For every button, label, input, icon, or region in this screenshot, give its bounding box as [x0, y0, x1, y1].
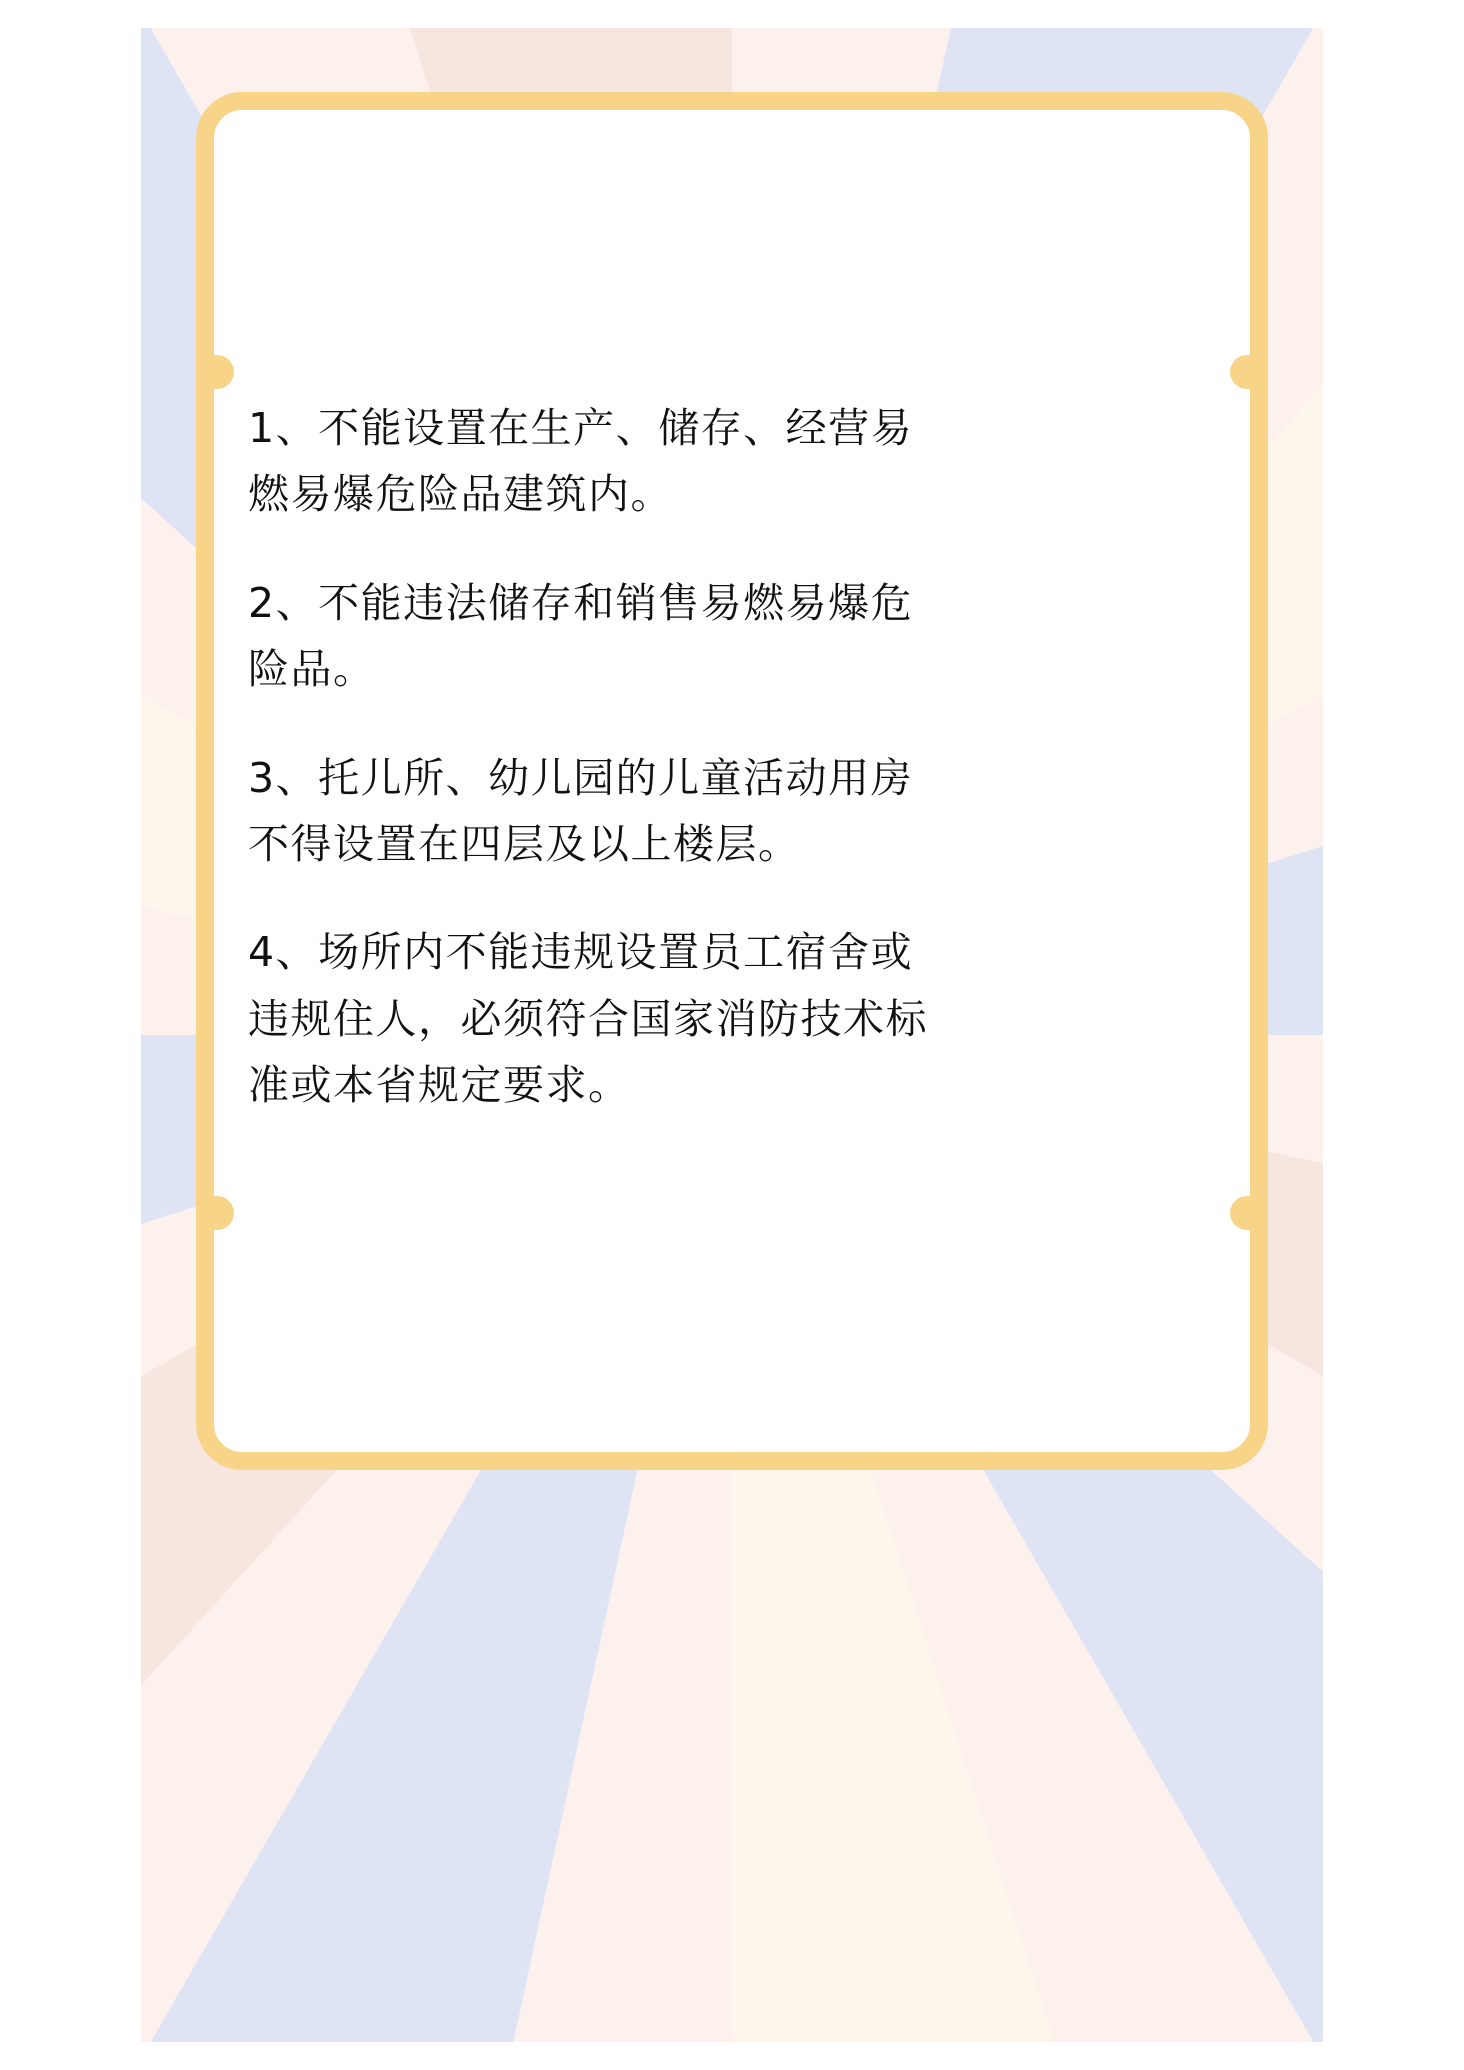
rule-item-2: 2、不能违法储存和销售易燃易爆危险品。	[248, 578, 914, 694]
rule-item-4: 4、场所内不能违规设置员工宿舍或违规住人，必须符合国家消防技术标准或本省规定要求。	[248, 928, 928, 1110]
frame-knob-right-top	[1230, 355, 1264, 389]
rules-list	[248, 395, 948, 1119]
frame-knob-right-bottom	[1230, 1196, 1264, 1230]
rule-item-1: 1、不能设置在生产、储存、经营易燃易爆危险品建筑内。	[248, 404, 914, 519]
rule-item-3: 3、托儿所、幼儿园的儿童活动用房不得设置在四层及以上楼层。	[248, 753, 914, 869]
frame-knob-left-top	[200, 355, 234, 389]
frame-knob-left-bottom	[200, 1196, 234, 1230]
